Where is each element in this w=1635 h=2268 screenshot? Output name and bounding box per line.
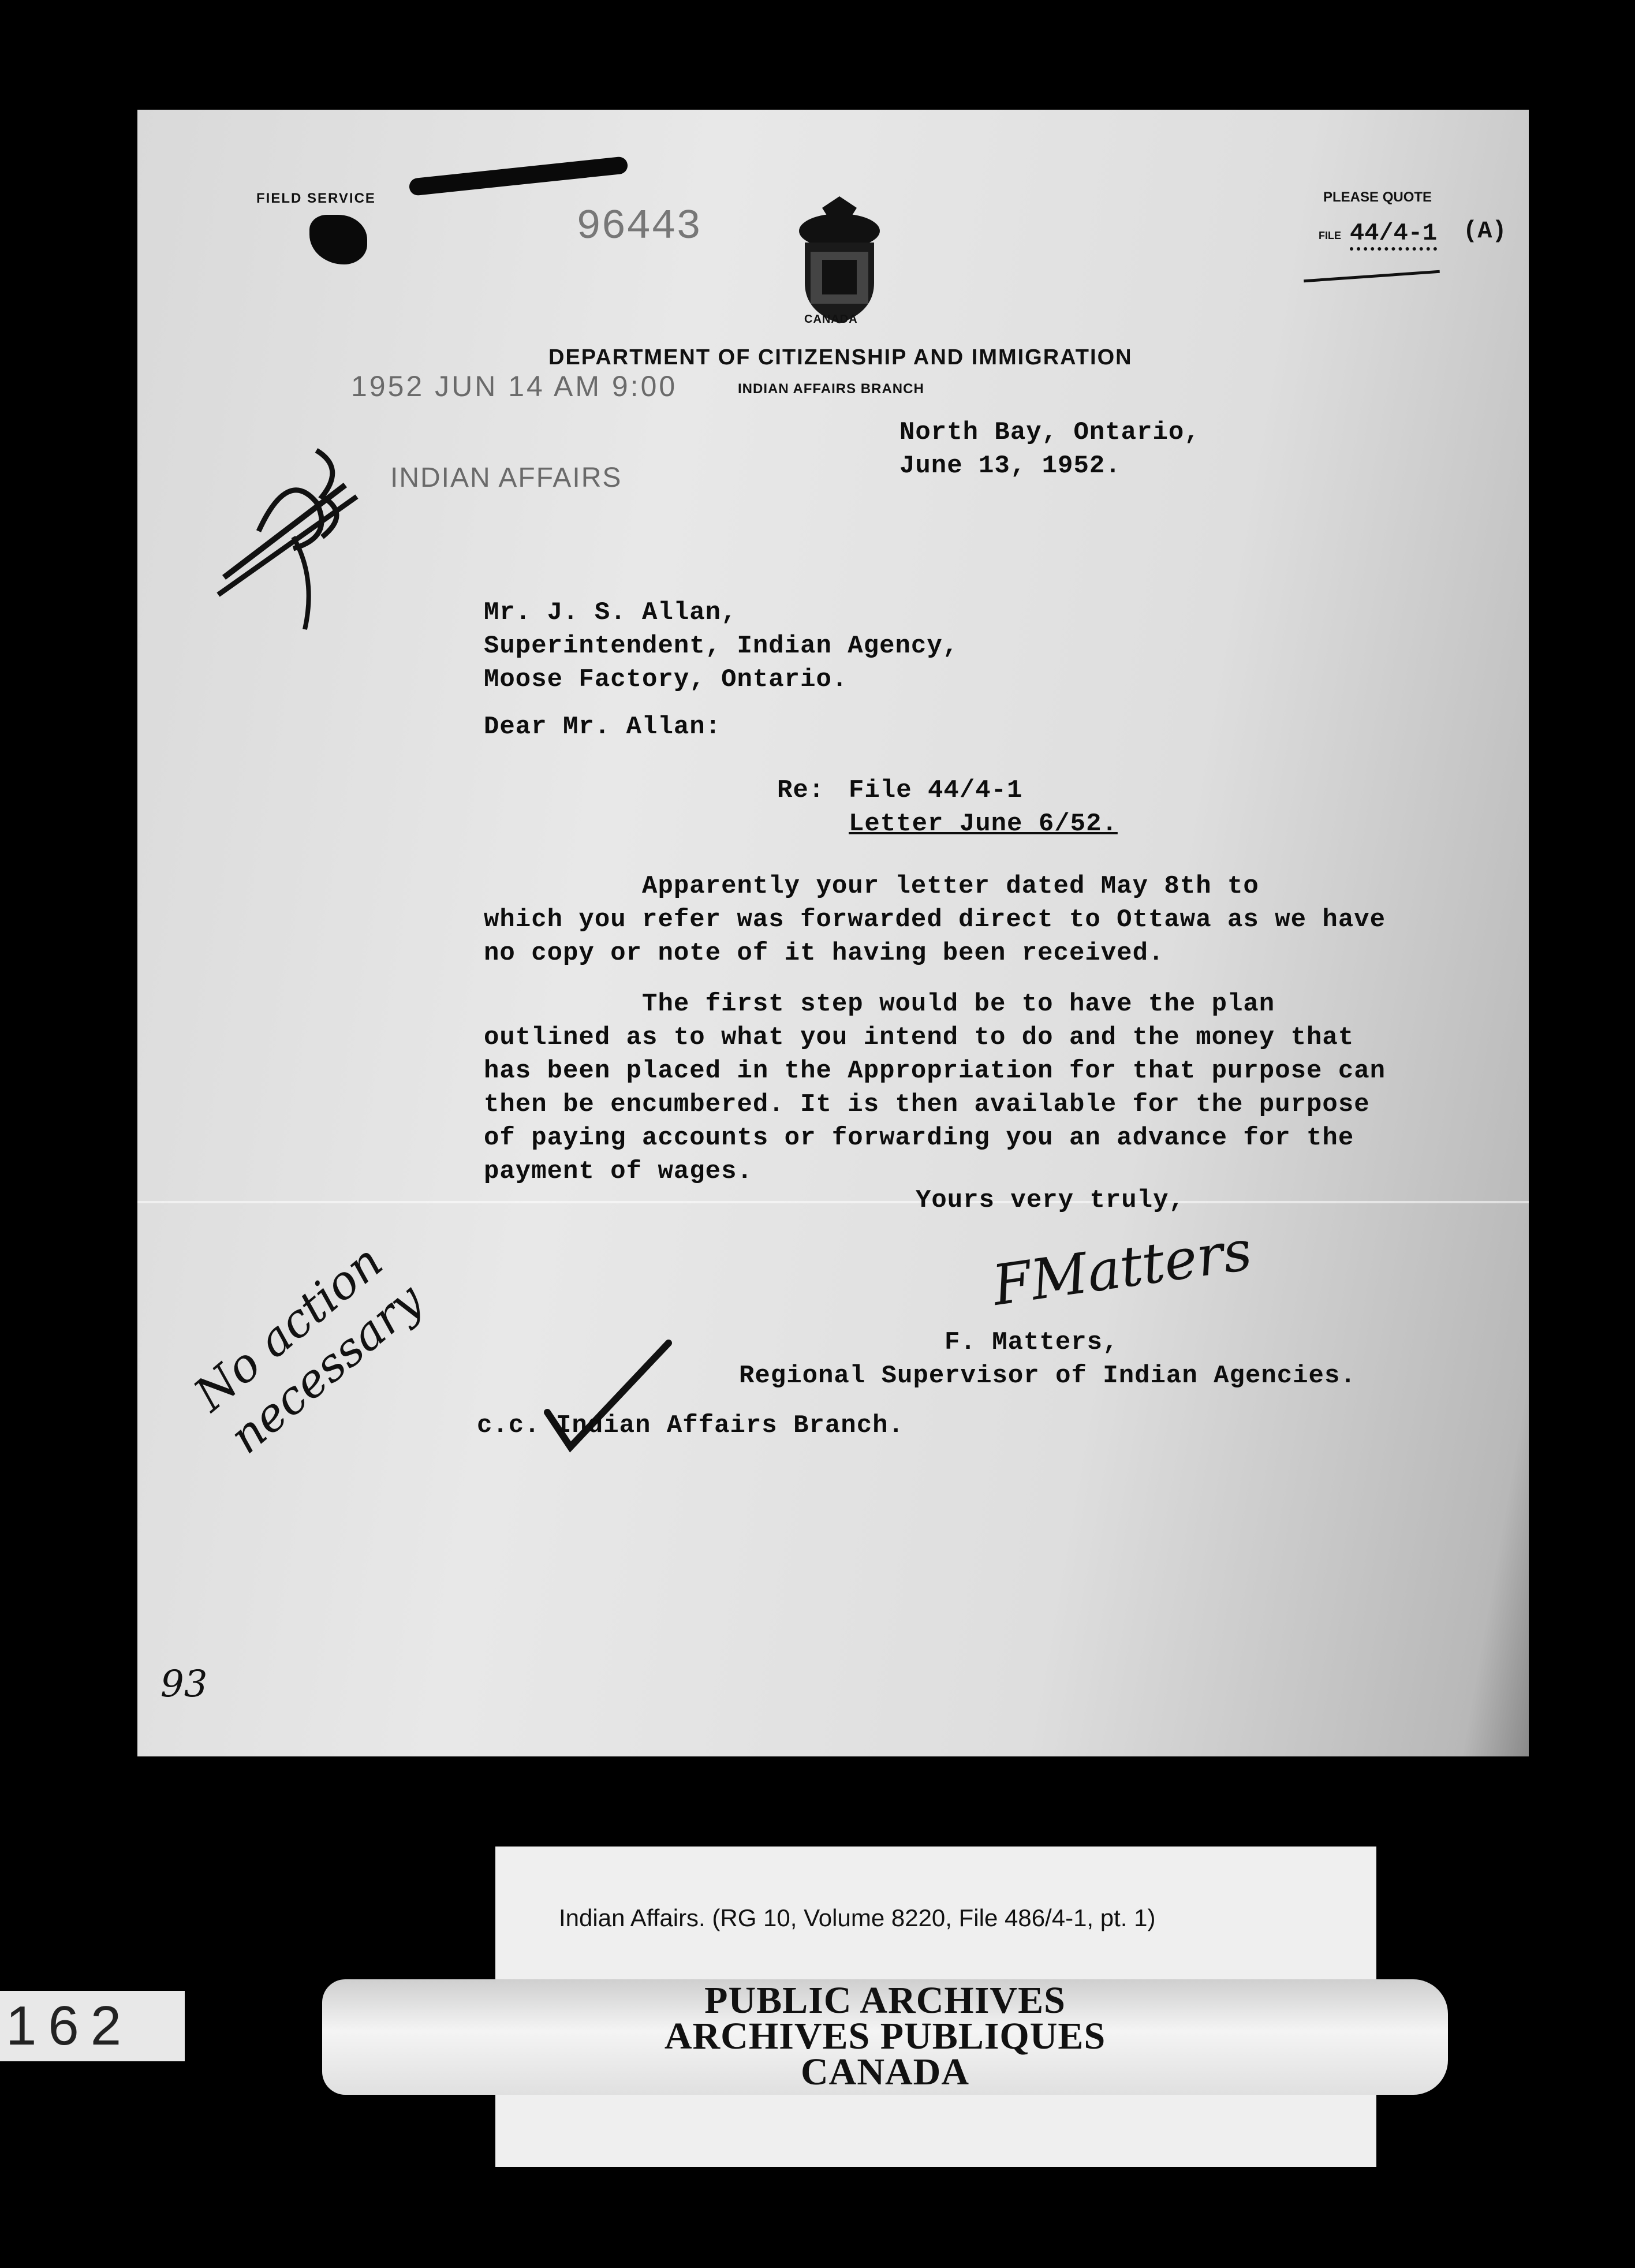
signer-title: Regional Supervisor of Indian Agencies. — [739, 1361, 1356, 1390]
branch-heading: INDIAN AFFAIRS BRANCH — [738, 381, 924, 397]
archives-name-english: PUBLIC ARCHIVES — [704, 1979, 1066, 2021]
paragraph-2-line: outlined as to what you intend to do and the money that — [484, 1023, 1354, 1052]
paragraph-2-line: has been placed in the Appropriation for that purpose can — [484, 1057, 1386, 1085]
ink-mark — [408, 156, 628, 196]
paragraph-2-line: then be encumbered. It is then available for the purpose — [484, 1090, 1370, 1119]
department-heading: DEPARTMENT OF CITIZENSHIP AND IMMIGRATION — [548, 345, 1133, 370]
pen-stroke — [1304, 270, 1440, 282]
closing: Yours very truly, — [916, 1186, 1185, 1215]
received-date-stamp: 1952 JUN 14 AM 9:00 — [351, 370, 678, 402]
signature: FMatters — [988, 1218, 1256, 1318]
document-number-stamp: 96443 — [576, 203, 701, 251]
salutation: Dear Mr. Allan: — [484, 713, 722, 741]
letter-place: North Bay, Ontario, — [899, 418, 1200, 447]
initials-scribble-icon — [201, 433, 374, 641]
frame-number: 162 — [6, 1995, 133, 2057]
paragraph-1-line: which you refer was forwarded direct to Ottawa as we have — [484, 905, 1386, 934]
letter-page — [137, 110, 1529, 1756]
archive-reference: Indian Affairs. (RG 10, Volume 8220, File 486/4-1, pt. 1) — [559, 1904, 1156, 1931]
address-line: Superintendent, Indian Agency, — [484, 632, 959, 661]
indian-affairs-stamp: INDIAN AFFAIRS — [390, 462, 622, 493]
re-line: Letter June 6/52. — [849, 810, 1118, 838]
archives-name-french: ARCHIVES PUBLIQUES — [664, 2015, 1106, 2057]
paragraph-2-line: payment of wages. — [484, 1157, 753, 1186]
fold-crease — [137, 1201, 1529, 1203]
file-prefix-label: FILE — [1319, 230, 1341, 241]
crest-caption: CANADA — [804, 313, 858, 326]
paragraph-2-line: The first step would be to have the plan — [484, 990, 1275, 1019]
address-line: Moose Factory, Ontario. — [484, 665, 848, 694]
address-line: Mr. J. S. Allan, — [484, 598, 737, 627]
page-number: 93 — [160, 1663, 208, 1706]
frame-counter — [0, 1991, 185, 2061]
paragraph-1-line: Apparently your letter dated May 8th to — [484, 872, 1259, 901]
carbon-copy-line: c.c. Indian Affairs Branch. — [477, 1411, 904, 1440]
field-service-label: FIELD SERVICE — [256, 191, 376, 206]
re-label: Re: — [777, 776, 825, 805]
signer-name: F. Matters, — [945, 1328, 1119, 1357]
file-suffix: (A) — [1463, 217, 1507, 245]
handwritten-note: No action necessary — [184, 1234, 433, 1464]
letter-date: June 13, 1952. — [899, 452, 1121, 480]
paragraph-2-line: of paying accounts or forwarding you an advance for the — [484, 1124, 1354, 1152]
file-reference: 44/4-1 — [1350, 219, 1437, 251]
paragraph-1-line: no copy or note of it having been received. — [484, 939, 1164, 968]
re-line: File 44/4-1 — [849, 776, 1023, 805]
ink-blot — [309, 215, 367, 264]
archives-country: CANADA — [801, 2051, 969, 2093]
archives-label-strip — [322, 1979, 1448, 2095]
please-quote-label: PLEASE QUOTE — [1323, 189, 1432, 205]
